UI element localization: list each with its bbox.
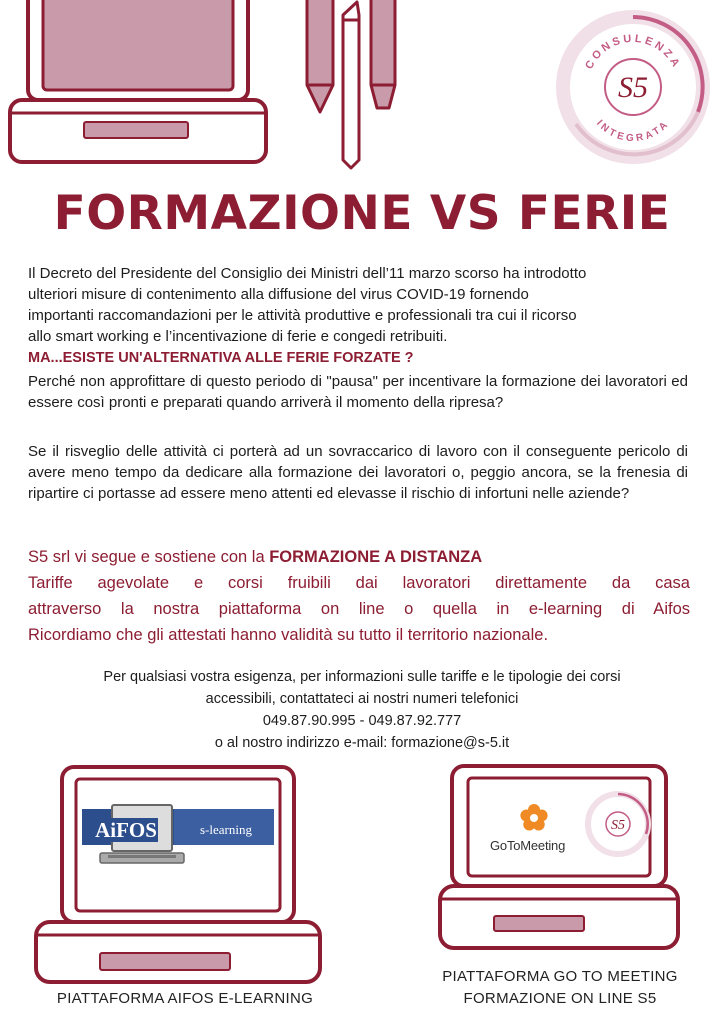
contact-email[interactable]: o al nostro indirizzo e-mail: formazione@s-5.it: [214, 735, 510, 751]
page-title: FORMAZIONE VS FERIE: [53, 186, 671, 241]
paragraph-risveglio: Se il risveglio delle attività ci porterà ad un sovraccarico di lavoro con il conseguente pericolo di avere meno tempo da dedicare alla formazione dei lavoratori o, peggio ancora, se la frenesia di ripartire ci portasse ad essere meno attenti ed elevasse il rischio di infortuni nelle aziende?: [28, 443, 688, 502]
s5-line: Tariffe agevolate e corsi fruibili dai lavoratori direttamente da casa: [28, 574, 690, 592]
gotomeeting-laptop-illustration: [434, 760, 684, 965]
contact-line: Per qualsiasi vostra esigenza, per informazioni sulle tariffe e le tipologie dei corsi: [103, 669, 621, 685]
s5-lead-line: [28, 544, 690, 570]
intro-line: importanti raccomandazioni per le attività produttive e professionali tra cui il ricorso: [28, 307, 577, 324]
caption-aifos: PIATTAFORMA AIFOS E-LEARNING: [56, 990, 314, 1007]
question-heading: MA...ESISTE UN'ALTERNATIVA ALLE FERIE FORZATE ?: [28, 350, 414, 366]
consulenza-integrata-logo: [548, 2, 718, 172]
contact-line: accessibili, contattateci ai nostri numeri telefonici: [205, 691, 519, 707]
contact-phones[interactable]: 049.87.90.995 - 049.87.92.777: [262, 713, 462, 729]
logo-top-text: CONSULENZA: [583, 32, 683, 72]
paragraph-pause: Perché non approfittare di questo periodo di "pausa" per incentivare la formazione dei lavoratori ed essere così pronti e preparati quando arriverà il momento della ripresa?: [28, 373, 688, 411]
caption-line: FORMAZIONE ON LINE S5: [463, 990, 657, 1007]
s5-line: Ricordiamo che gli attestati hanno validità su tutto il territorio nazionale.: [28, 626, 549, 644]
caption-gotomeeting: [410, 966, 710, 1010]
laptop-illustration-top-left: [0, 0, 270, 175]
small-logo-monogram: S5: [611, 818, 625, 833]
caption-line: PIATTAFORMA GO TO MEETING: [442, 968, 678, 985]
contact-block: [30, 666, 694, 754]
gotomeeting-brand: GoToMeeting: [490, 838, 566, 853]
aifos-laptop-illustration: [26, 765, 326, 990]
intro-line: ulteriori misure di contenimento alla diffusione del virus COVID-19 fornendo: [28, 286, 529, 303]
aifos-sub: s-learning: [200, 822, 252, 837]
pencils-illustration: [295, 0, 415, 170]
logo-monogram: S5: [618, 71, 648, 104]
intro-line: Il Decreto del Presidente del Consiglio dei Ministri dell’11 marzo scorso ha introdotto: [28, 265, 587, 282]
s5-highlight: FORMAZIONE A DISTANZA: [269, 548, 483, 566]
s5-line: attraverso la nostra piattaforma on line o quella in e-learning di Aifos: [28, 600, 690, 618]
s5-lead: S5 srl vi segue e sostiene con la: [28, 548, 270, 566]
aifos-brand: AiFOS: [95, 818, 157, 842]
intro-line: allo smart working e l’incentivazione di ferie e congedi retribuiti.: [28, 328, 448, 345]
intro-paragraph: [28, 263, 688, 347]
s5-offer-block: [28, 544, 690, 648]
logo-bottom-text: INTEGRATA: [594, 117, 672, 145]
